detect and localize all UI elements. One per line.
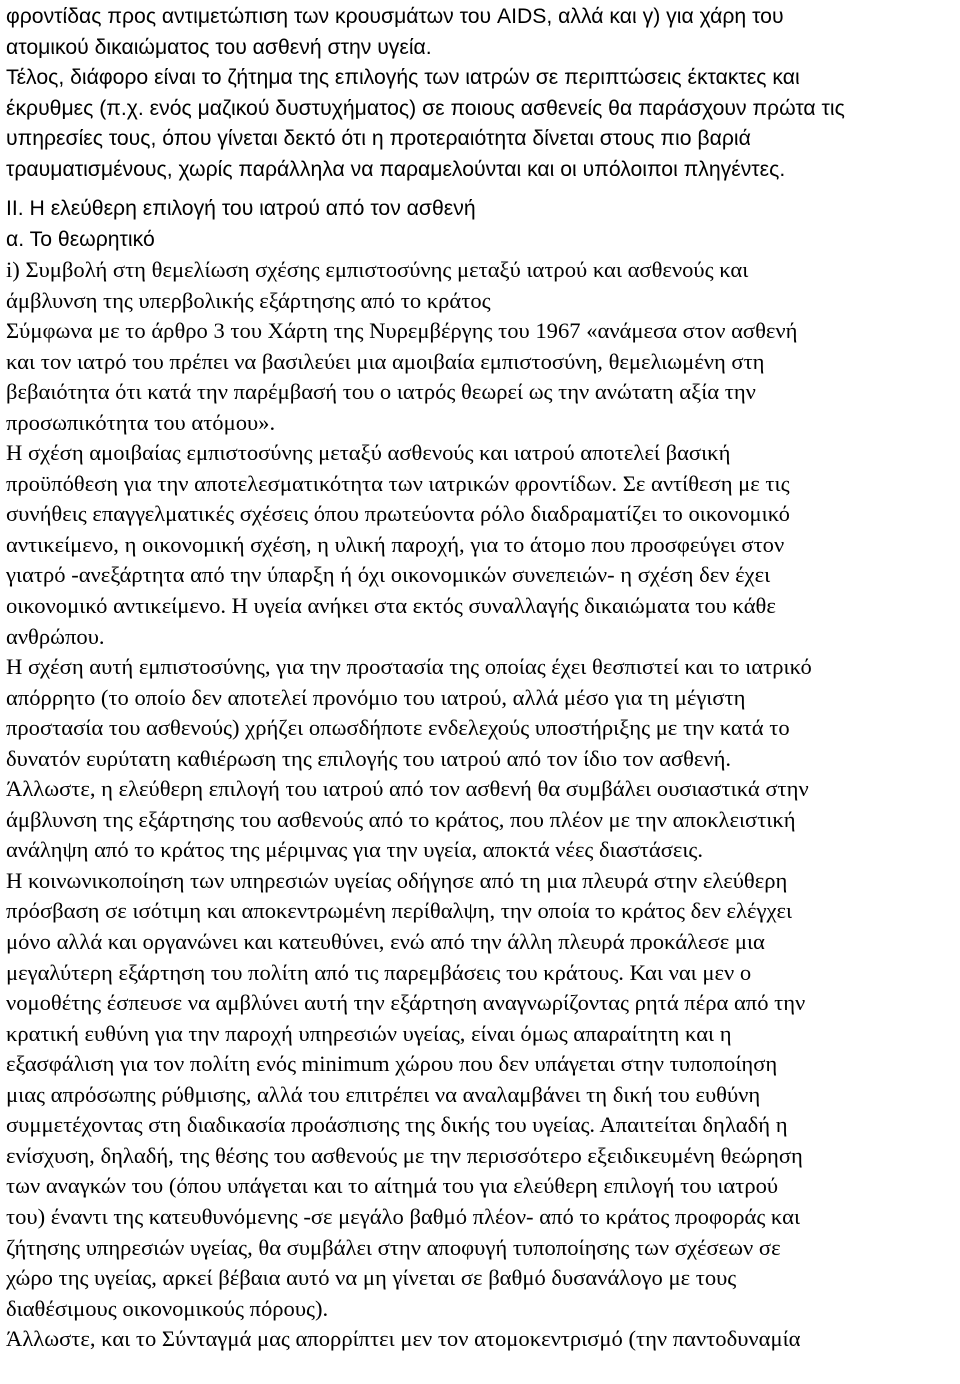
sub-subsection-heading: i) Συμβολή στη θεμελίωση σχέσης εμπιστοσύνης μεταξύ ιατρού και ασθενούς και άμβλυνση της υπερβολικής εξάρτησης από το κράτος: [6, 257, 749, 313]
document-page: [6, 0, 954, 1355]
section-heading: ΙΙ. Η ελεύθερη επιλογή του ιατρού από τον ασθενή: [6, 197, 476, 220]
body-paragraph: Η σχέση αυτή εμπιστοσύνης, για την προστασία της οποίας έχει θεσπιστεί και το ιατρικό απόρρητο (το οποίο δεν αποτελεί προνόμιο του ιατρού, αλλά μέσο για τη μέγιστη προστασία του ασθενούς) χρήζει οπωσδήποτε ενδελεχούς υποστήριξης με την κατά το δυνατόν ευρύτατη καθιέρωση της επιλογής του ιατρού από τον ίδιο τον ασθενή.: [6, 654, 812, 771]
body-paragraph: Άλλωστε, και το Σύνταγμά μας απορρίπτει μεν τον ατομοκεντρισμό (την παντοδυναμία: [6, 1326, 801, 1352]
subsection-heading: α. Το θεωρητικό: [6, 227, 155, 251]
body-paragraph: Η σχέση αμοιβαίας εμπιστοσύνης μεταξύ ασθενούς και ιατρού αποτελεί βασική προϋπόθεση για την αποτελεσματικότητα των ιατρικών φροντίδων. Σε αντίθεση με τις συνήθεις επαγγελματικές σχέσεις όπου πρωτεύοντα ρόλο διαδραματίζει το οικονομικό αντικείμενο, η οικονομική σχέση, η υλική παροχή, για το άτομο που προσφεύγει στον γιατρό -ανεξάρτητα από την ύπαρξη ή όχι οικονομικών συνεπειών- η σχέση δεν έχει οικονομικό αντικείμενο. Η υγεία ανήκει στα εκτός συναλλαγής δικαιώματα του κάθε ανθρώπου.: [6, 440, 790, 649]
body-paragraph: Σύμφωνα με το άρθρο 3 του Χάρτη της Νυρεμβέργης του 1967 «ανάμεσα στον ασθενή και τον ιατρό του πρέπει να βασιλεύει μια αμοιβαία εμπιστοσύνη, θεμελιωμένη στη βεβαιότητα ότι κατά την παρέμβασή του ο ιατρός θεωρεί ως την ανώτατη αξία την προσωπικότητα του ατόμου».: [6, 318, 798, 435]
body-paragraph: Άλλωστε, η ελεύθερη επιλογή του ιατρού από τον ασθενή θα συμβάλει ουσιαστικά στην άμβλυνση της εξάρτησης του ασθενούς από το κράτος, που πλέον με την αποκλειστική ανάληψη από το κράτος της μέριμνας για την υγεία, αποκτά νέες διαστάσεις.: [6, 776, 809, 863]
body-paragraph: Η κοινωνικοποίηση των υπηρεσιών υγείας οδήγησε από τη μια πλευρά στην ελεύθερη πρόσβαση σε ισότιμη και αποκεντρωμένη περίθαλψη, την οποία το κράτος δεν ελέγχει μόνο αλλά και οργανώνει και κατευθύνει, ενώ από την άλλη πλευρά προκάλεσε μια μεγαλύτερη εξάρτηση του πολίτη από τις παρεμβάσεις του κράτους. Και ναι μεν ο νομοθέτης έσπευσε να αμβλύνει αυτή την εξάρτηση αναγνωρίζοντας ρητά πέρα από την κρατική ευθύνη για την παροχή υπηρεσιών υγείας, είναι όμως απαραίτητη και η εξασφάλιση για τον πολίτη ενός minimum χώρου που δεν υπάγεται στην τυποποίηση μιας απρόσωπης ρύθμισης, αλλά του επιτρέπει να αναλαμβάνει τη δική του ευθύνη συμμετέχοντας στη διαδικασία προάσπισης της δικής του υγείας. Απαιτείται δηλαδή η ενίσχυση, δηλαδή, της θέσης του ασθενούς με την περισσότερο εξειδικευμένη θεώρηση των αναγκών του (όπου υπάγεται και το αίτημά του για ελεύθερη επιλογή του ιατρού του) έναντι της κατευθυνόμενης -σε μεγάλο βαθμό πλέον- από το κράτος προφοράς και ζήτησης υπηρεσιών υγείας, θα συμβάλει στην αποφυγή τυποποίησης των σχέσεων σε χώρο της υγείας, αρκεί βέβαια αυτό να μη γίνεται σε βαθμό δυσανάλογο με τους διαθέσιμους οικονομικούς πόρους).: [6, 867, 806, 1321]
intro-paragraph: φροντίδας προς αντιμετώπιση των κρουσμάτων του AIDS, αλλά και γ) για χάρη του ατομικού δικαιώματος του ασθενή στην υγεία. Τέλος, διάφορο είναι το ζήτημα της επιλογής των ιατρών σε περιπτώσεις έκτακτες και έκρυθμες (π.χ. ενός μαζικού δυστυχήματος) σε ποιους ασθενείς θα παράσχουν πρώτα τις υπηρεσίες τους, όπου γίνεται δεκτό ότι η προτεραιότητα δίνεται στους πιο βαριά τραυματισμένους, χωρίς παράλληλα να παραμελούνται και οι υπόλοιποι πληγέντες.: [6, 5, 845, 181]
